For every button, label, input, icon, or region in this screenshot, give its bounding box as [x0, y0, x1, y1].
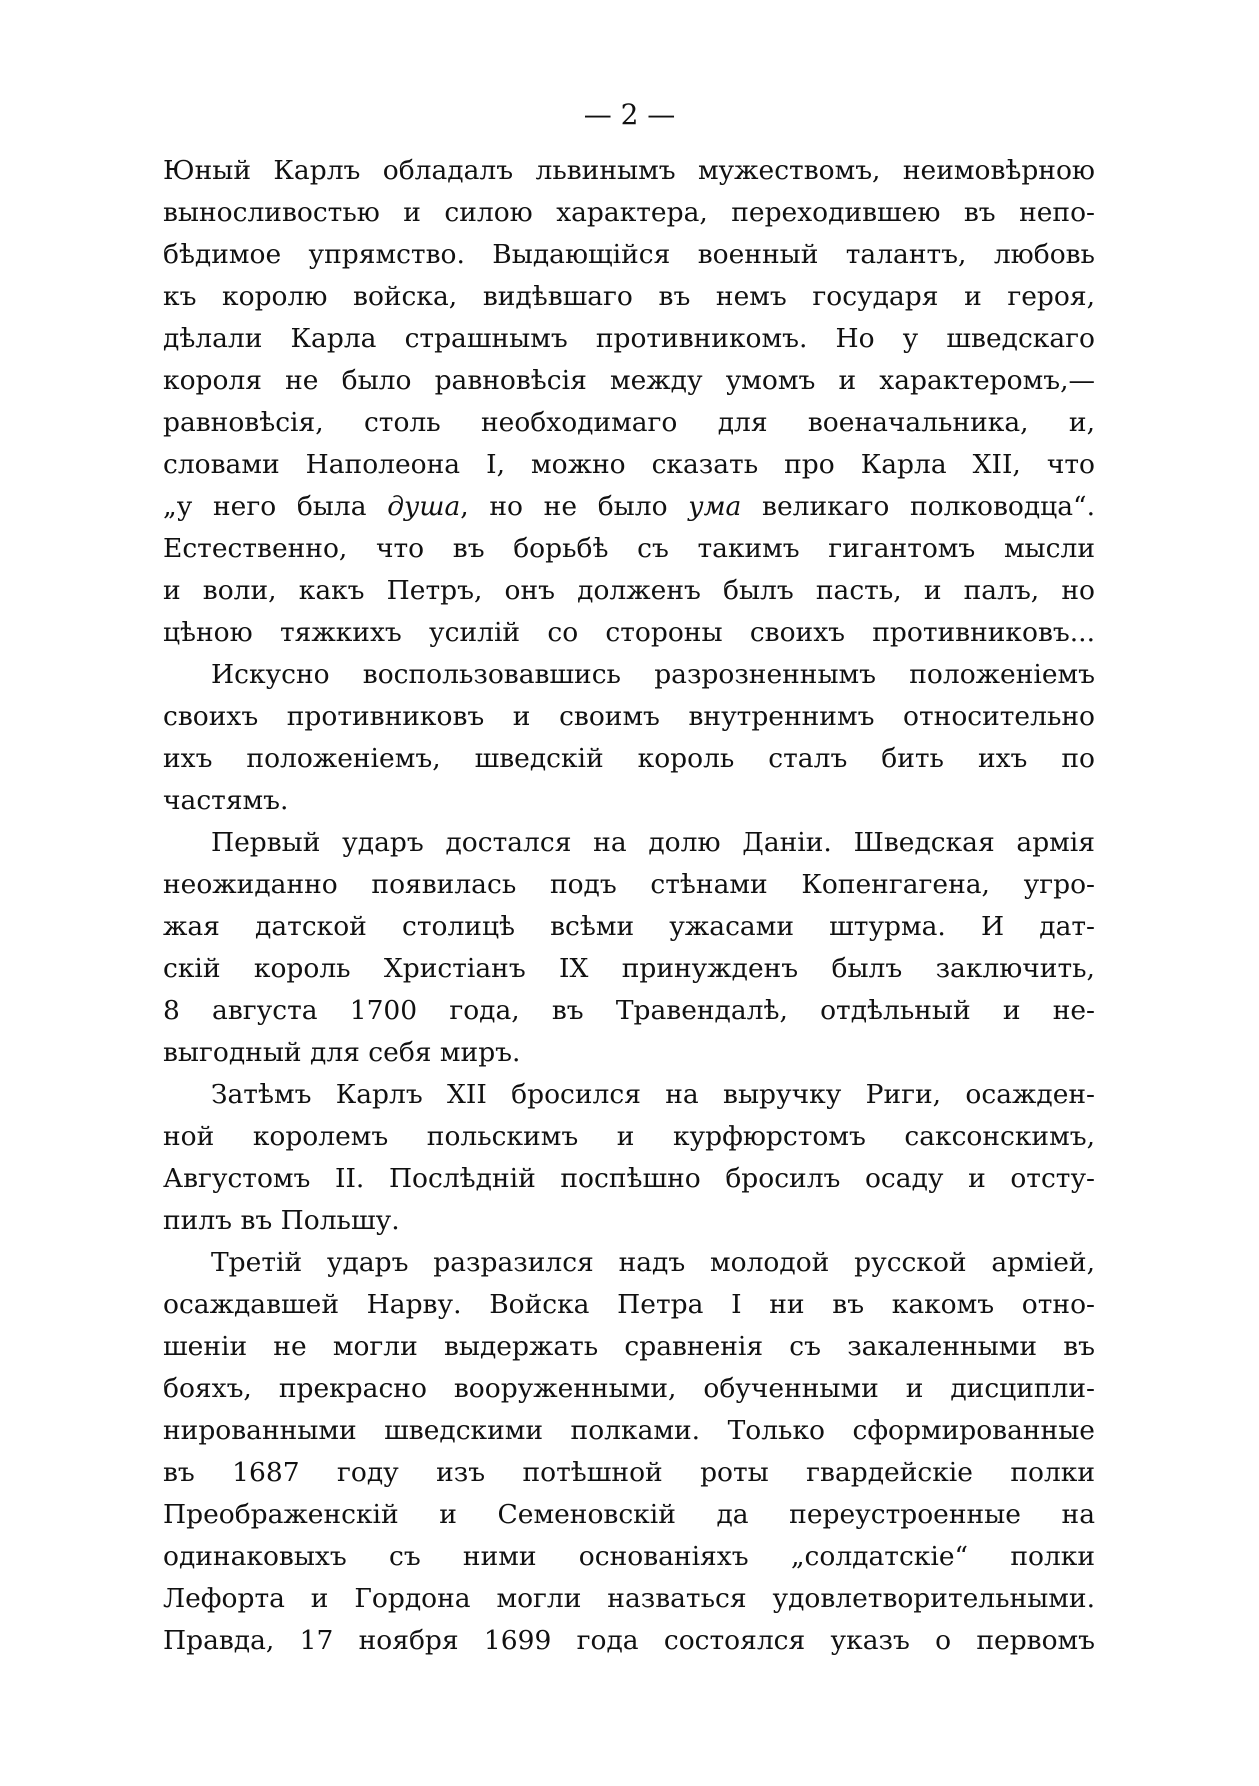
paragraph: [163, 822, 1095, 1074]
text-line: Лефорта и Гордона могли назваться удовлетворительными.: [163, 1583, 1095, 1614]
text-line: нированными шведскими полками. Только сформированные: [163, 1415, 1095, 1446]
text-line: бѣдимое упрямство. Выдающійся военный талантъ, любовь: [163, 239, 1095, 270]
text-line: шеніи не могли выдержать сравненія съ закаленными въ: [163, 1331, 1095, 1362]
text-line: пилъ въ Польшу.: [163, 1205, 400, 1236]
text-line: „у него была душа, но не было ума великаго полководца“.: [163, 491, 1095, 522]
text-line: одинаковыхъ съ ними основаніяхъ „солдатскіе“ полки: [163, 1541, 1095, 1572]
text-line: дѣлали Карла страшнымъ противникомъ. Но у шведскаго: [163, 323, 1095, 354]
text-line: Естественно, что въ борьбѣ съ такимъ гигантомъ мысли: [163, 533, 1095, 564]
text-line: Юный Карлъ обладалъ львинымъ мужествомъ, неимовѣрною: [163, 155, 1095, 186]
text-line: ной королемъ польскимъ и курфюрстомъ саксонскимъ,: [163, 1121, 1095, 1152]
text-line: Первый ударъ достался на долю Даніи. Шведская армія: [211, 827, 1095, 858]
text-line: Преображенскій и Семеновскій да переустроенные на: [163, 1499, 1095, 1530]
text-line: равновѣсія, столь необходимаго для военачальника, и,: [163, 407, 1095, 438]
paragraph: [163, 654, 1095, 822]
text-line: словами Наполеона I, можно сказать про Карла XII, что: [163, 449, 1095, 480]
text-line: частямъ.: [163, 785, 289, 816]
text-line: скій король Христіанъ IX принужденъ былъ заключить,: [163, 953, 1095, 984]
emphasized-word: душа: [387, 491, 461, 522]
text-line: бояхъ, прекрасно вооруженными, обученными и дисципли-: [163, 1373, 1095, 1404]
text-line: осаждавшей Нарву. Войска Петра I ни въ какомъ отно-: [163, 1289, 1095, 1320]
body-text: [163, 150, 1095, 1662]
text-line: выгодный для себя миръ.: [163, 1037, 521, 1068]
text-line: выносливостью и силою характера, переходившею въ непо-: [163, 197, 1095, 228]
emphasized-word: ума: [688, 491, 742, 522]
text-line: жая датской столицѣ всѣми ужасами штурма. И дат-: [163, 911, 1095, 942]
text-line: цѣною тяжкихъ усилій со стороны своихъ противниковъ...: [163, 617, 1095, 648]
text-line: и воли, какъ Петръ, онъ долженъ былъ пасть, и палъ, но: [163, 575, 1095, 606]
page-number: — 2 —: [583, 98, 676, 131]
text-line: Правда, 17 ноября 1699 года состоялся указъ о первомъ: [163, 1625, 1095, 1656]
text-line: въ 1687 году изъ потѣшной роты гвардейскіе полки: [163, 1457, 1095, 1488]
text-line: Затѣмъ Карлъ XII бросился на выручку Риги, осажден-: [211, 1079, 1095, 1110]
text-line: короля не было равновѣсія между умомъ и характеромъ,—: [163, 365, 1095, 396]
paragraph: [163, 1074, 1095, 1242]
text-line: своихъ противниковъ и своимъ внутреннимъ относительно: [163, 701, 1095, 732]
text-line: Искусно воспользовавшись разрозненнымъ положеніемъ: [211, 659, 1095, 690]
text-line: Третій ударъ разразился надъ молодой русской арміей,: [211, 1247, 1095, 1278]
text-line: неожиданно появилась подъ стѣнами Копенгагена, угро-: [163, 869, 1095, 900]
text-line: къ королю войска, видѣвшаго въ немъ государя и героя,: [163, 281, 1095, 312]
text-line: Августомъ II. Послѣдній поспѣшно бросилъ осаду и отсту-: [163, 1163, 1095, 1194]
paragraph: [163, 150, 1095, 654]
text-line: 8 августа 1700 года, въ Травендалѣ, отдѣльный и не-: [163, 995, 1095, 1026]
paragraph: [163, 1242, 1095, 1662]
text-line: ихъ положеніемъ, шведскій король сталъ бить ихъ по: [163, 743, 1095, 774]
